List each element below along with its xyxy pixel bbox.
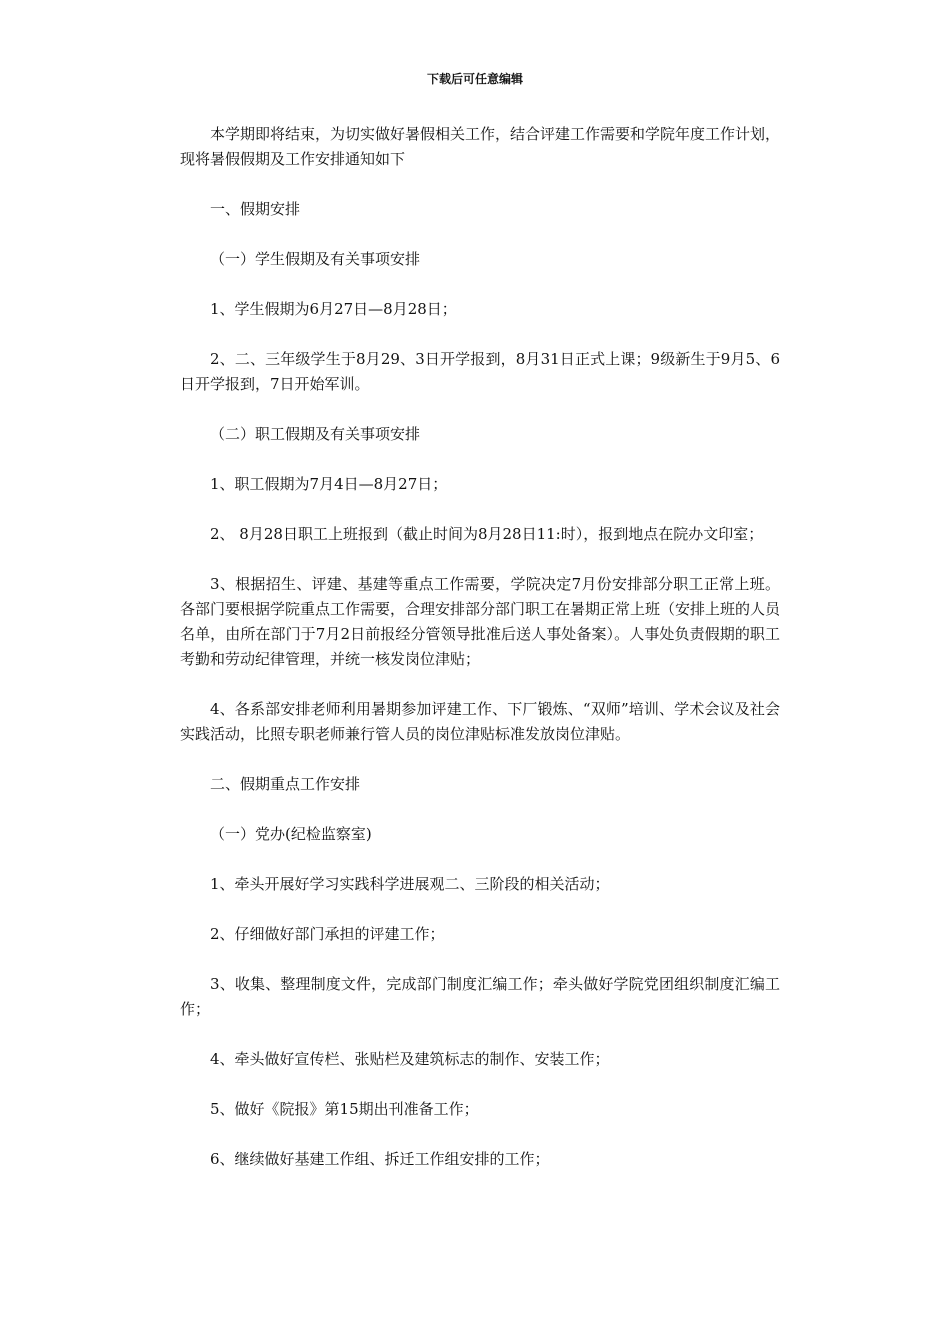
intro-paragraph: 本学期即将结束，为切实做好暑假相关工作，结合评建工作需要和学院年度工作计划，现将暑假假期及工作安排通知如下: [180, 125, 781, 168]
section-heading-key-work: 二、假期重点工作安排: [210, 775, 361, 793]
list-item: 1、职工假期为7月4日—8月27日；: [210, 475, 448, 493]
list-item: 6、继续做好基建工作组、拆迁工作组安排的工作；: [210, 1150, 550, 1168]
list-item: 4、各系部安排老师利用暑期参加评建工作、下厂锻炼、“双师”培训、学术会议及社会实践活动，比照专职老师兼行管人员的岗位津贴标准发放岗位津贴。: [180, 700, 780, 743]
list-item: 3、收集、整理制度文件，完成部门制度汇编工作；牵头做好学院党团组织制度汇编工作；: [180, 975, 780, 1018]
list-item: 2、二、三年级学生于8月29、3日开学报到，8月31日正式上课；9级新生于9月5、6日开学报到，7日开始军训。: [180, 350, 780, 393]
list-item: 4、牵头做好宣传栏、张贴栏及建筑标志的制作、安装工作；: [210, 1050, 610, 1068]
list-item: 1、牵头开展好学习实践科学进展观二、三阶段的相关活动；: [210, 875, 610, 893]
list-item: 1、学生假期为6月27日—8月28日；: [210, 300, 457, 318]
list-item: 3、根据招生、评建、基建等重点工作需要，学院决定7月份安排部分职工正常上班。各部门要根据学院重点工作需要，合理安排部分部门职工在暑期正常上班（安排上班的人员名单，由所在部门于7月2日前报经分管领导批准后送人事处备案）。人事处负责假期的职工考勤和劳动纪律管理，并统一核发岗位津贴；: [180, 575, 781, 668]
list-item: 2、仔细做好部门承担的评建工作；: [210, 925, 445, 943]
subsection-heading-staff: （二）职工假期及有关事项安排: [210, 425, 421, 443]
list-item: 5、做好《院报》第15期出刊准备工作；: [210, 1100, 479, 1118]
document-body: [180, 122, 780, 1197]
section-heading-vacation: 一、假期安排: [210, 200, 301, 218]
subsection-heading-students: （一）学生假期及有关事项安排: [210, 250, 421, 268]
page-header-note: 下载后可任意编辑: [426, 72, 523, 86]
subsection-heading-party-office: （一）党办(纪检监察室): [210, 825, 372, 843]
list-item: 2、 8月28日职工上班报到（截止时间为8月28日11:时），报到地点在院办文印室；: [210, 525, 764, 543]
